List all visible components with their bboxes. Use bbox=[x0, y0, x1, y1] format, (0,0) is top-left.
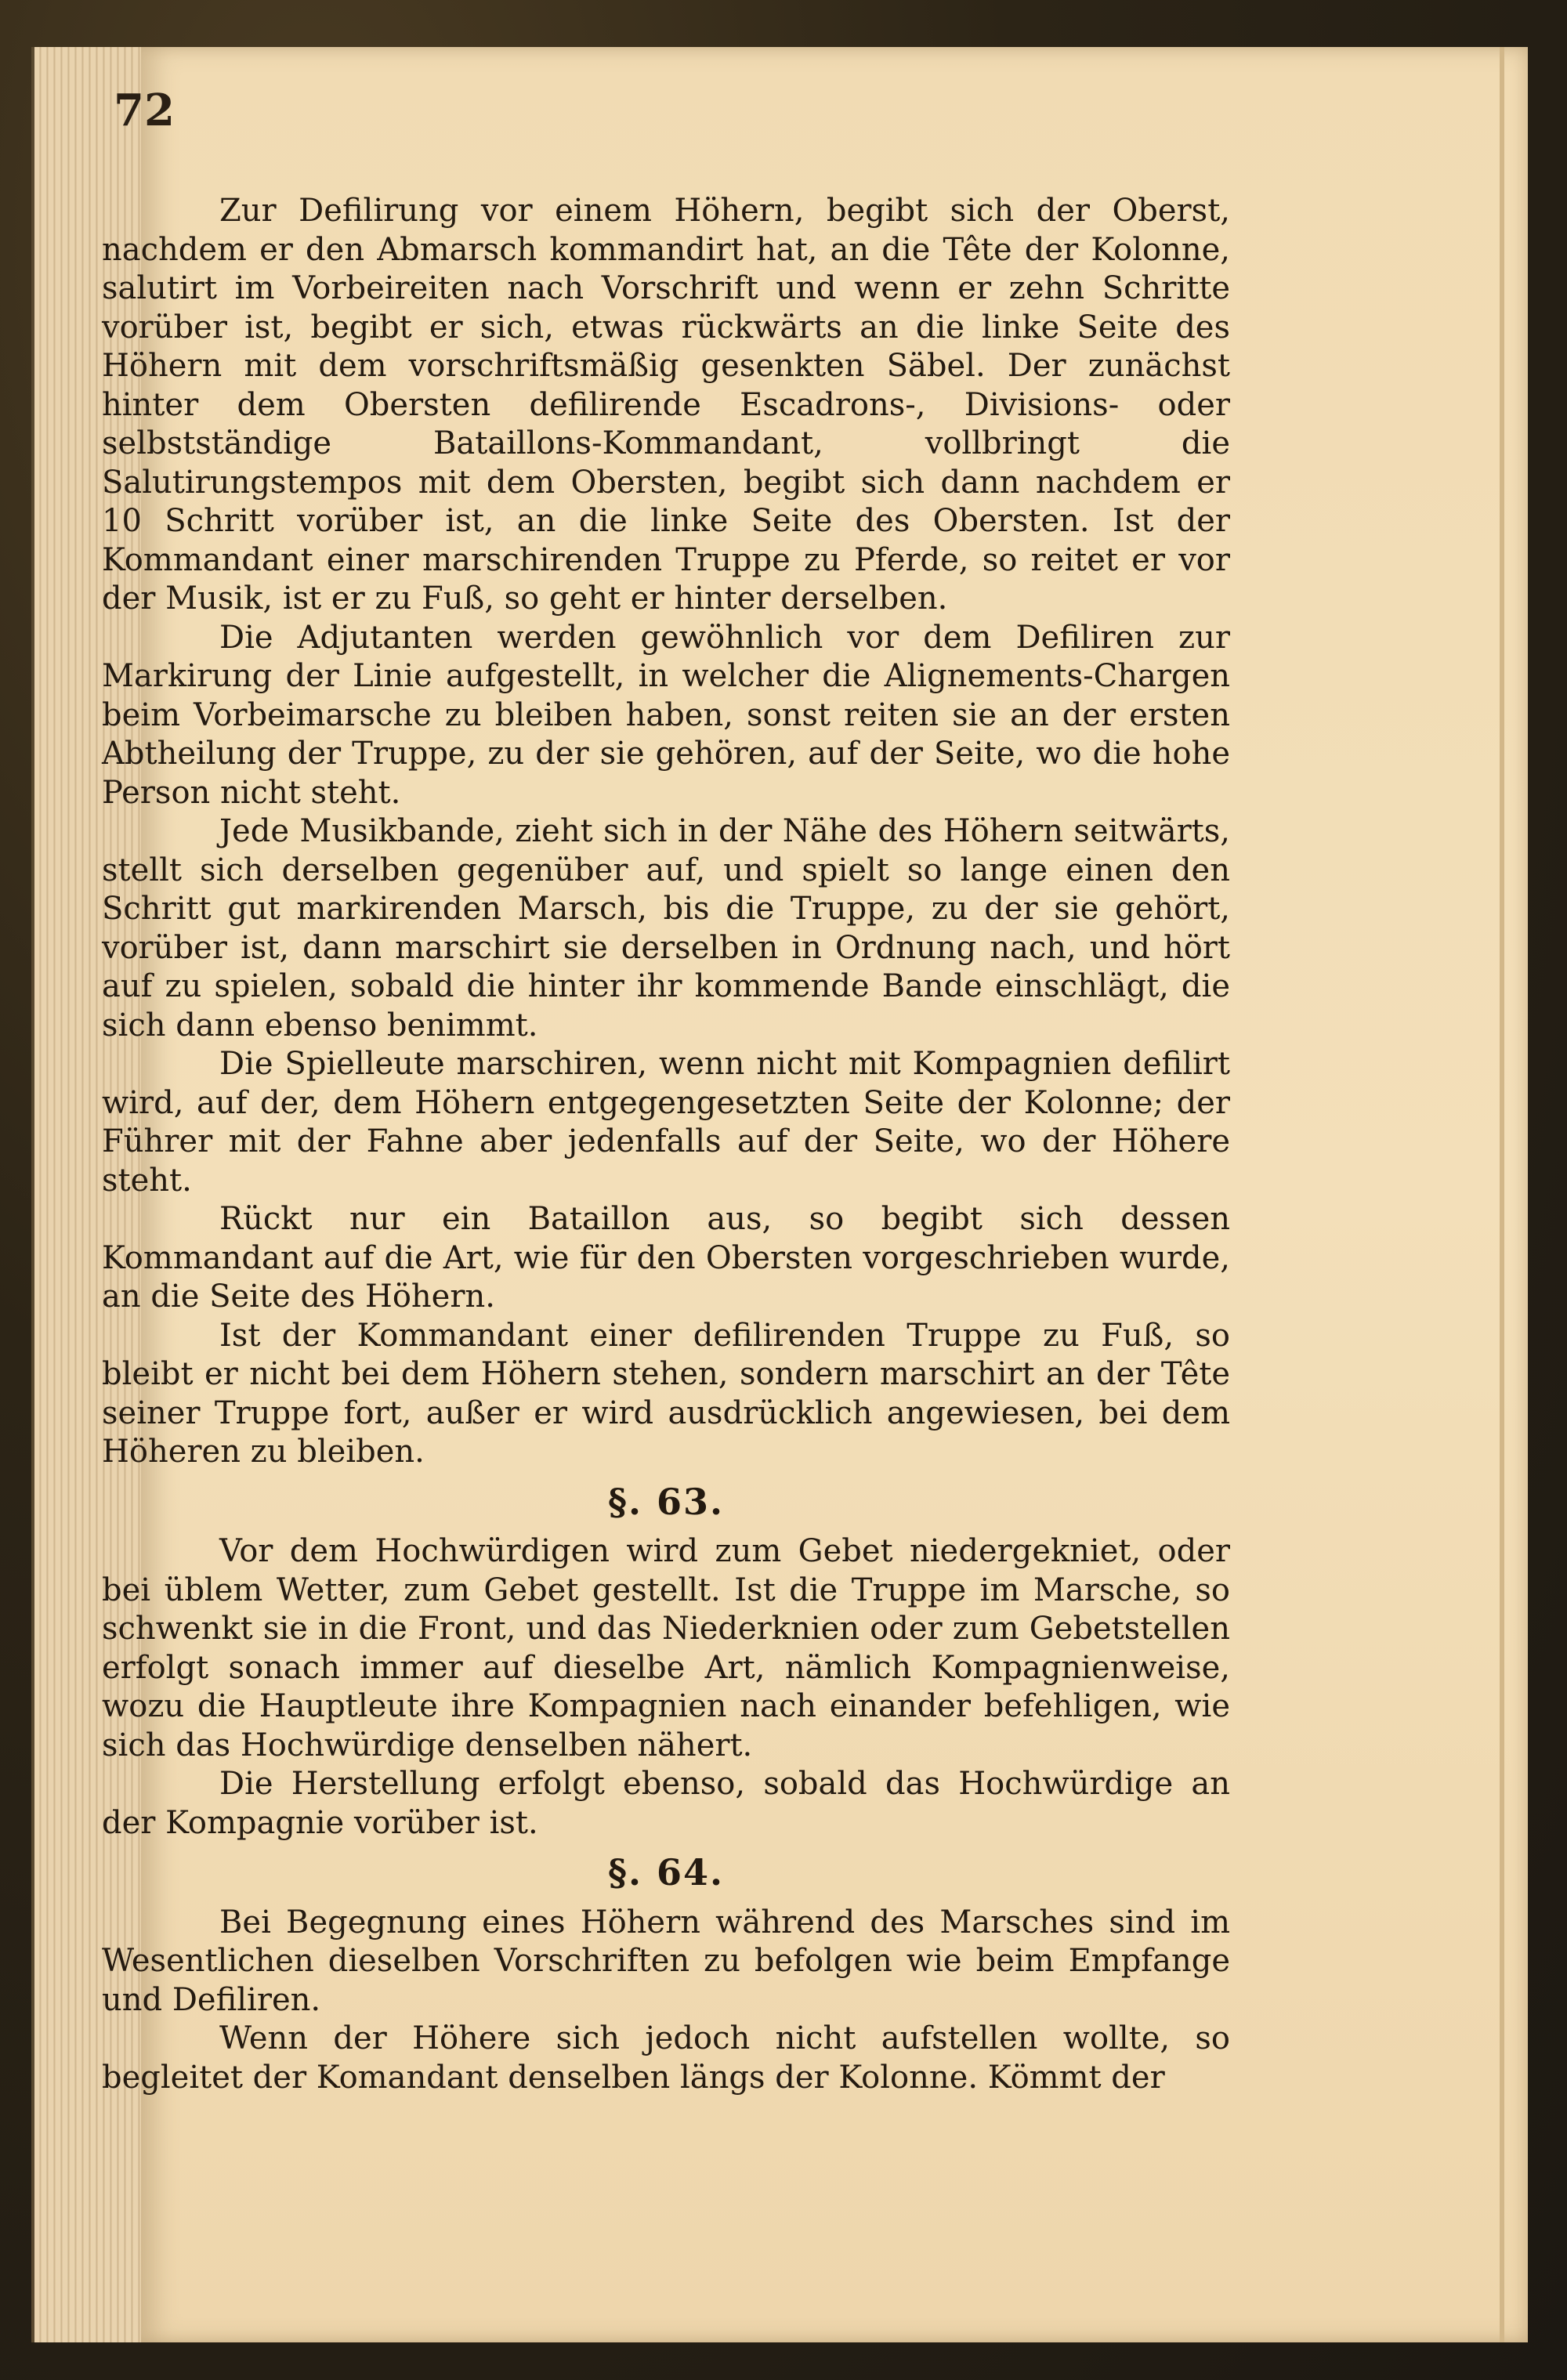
page-gutter bbox=[1500, 47, 1504, 2342]
section-heading: §. 64. bbox=[607, 1851, 725, 1894]
paragraph: Rückt nur ein Bataillon aus, so begibt sich dessen Kommandant auf die Art, wie für den Obersten vorgeschrieben wurde, an die Seite des Höhern. bbox=[102, 1201, 1230, 1315]
paragraph: Ist der Kommandant einer defilirenden Truppe zu Fuß, so bleibt er nicht bei dem Höhern stehen, sondern marschirt an der Tête seiner Truppe fort, außer er wird ausdrücklich angewiesen, bei dem Höheren zu bleiben. bbox=[102, 1317, 1230, 1470]
paragraph: Bei Begegnung eines Höhern während des Marsches sind im Wesentlichen dieselben Vorschriften zu befolgen wie beim Empfange und Defiliren. bbox=[102, 1904, 1230, 2018]
page-number: 72 bbox=[114, 85, 175, 136]
paragraph: Die Spielleute marschiren, wenn nicht mit Kompagnien defilirt wird, auf der, dem Höhern entgegengesetzten Seite der Kolonne; der Führer mit der Fahne aber jedenfalls auf der Seite, wo der Höhere steht. bbox=[102, 1046, 1230, 1199]
paragraph: Jede Musikbande, zieht sich in der Nähe des Höhern seitwärts, stellt sich derselben gegenüber auf, und spielt so lange einen den Schritt gut markirenden Marsch, bis die Truppe, zu der sie gehört, vorüber ist, dann marschirt sie derselben in Ordnung nach, und hört auf zu spielen, sobald die hinter ihr kommende Bande einschlägt, die sich dann ebenso benimmt. bbox=[102, 813, 1230, 1044]
paragraph: Die Herstellung erfolgt ebenso, sobald das Hochwürdige an der Kompagnie vorüber ist. bbox=[102, 1766, 1230, 1841]
paragraph: Die Adjutanten werden gewöhnlich vor dem Defiliren zur Markirung der Linie aufgestellt, in welcher die Alignements-Chargen beim Vorbeimarsche zu bleiben haben, sonst reiten sie an der ersten Abtheilung der Truppe, zu der sie gehören, auf der Seite, wo die hohe Person nicht steht. bbox=[102, 619, 1230, 811]
paragraph: Zur Defilirung vor einem Höhern, begibt sich der Oberst, nachdem er den Abmarsch kommandirt hat, an die Tête der Kolonne, salutirt im Vorbeireiten nach Vorschrift und wenn er zehn Schritte vorüber ist, begibt er sich, etwas rückwärts an die linke Seite des Höhern mit dem vorschriftsmäßig gesenkten Säbel. Der zunächst hinter dem Obersten defilirende Escadrons-, Divisions- oder selbstständige Bataillons-Kommandant, vollbringt die Salutirungstempos mit dem Obersten, begibt sich dann nachdem er 10 Schritt vorüber ist, an die linke Seite des Obersten. Ist der Kommandant einer marschirenden Truppe zu Pferde, so reitet er vor der Musik, ist er zu Fuß, so geht er hinter derselben. bbox=[102, 193, 1230, 617]
paragraph: Wenn der Höhere sich jedoch nicht aufstellen wollte, so begleitet der Komandant denselben längs der Kolonne. Kömmt der bbox=[102, 2020, 1230, 2096]
paragraph: Vor dem Hochwürdigen wird zum Gebet niedergekniet, oder bei üblem Wetter, zum Gebet gestellt. Ist die Truppe im Marsche, so schwenkt sie in die Front, und das Niederknien oder zum Gebetstellen erfolgt sonach immer auf dieselbe Art, nämlich Kompagnienweise, wozu die Hauptleute ihre Kompagnien nach einander befehligen, wie sich das Hochwürdige denselben nähert. bbox=[102, 1533, 1230, 1763]
section-heading: §. 63. bbox=[607, 1480, 725, 1523]
page-text bbox=[102, 192, 1230, 2097]
